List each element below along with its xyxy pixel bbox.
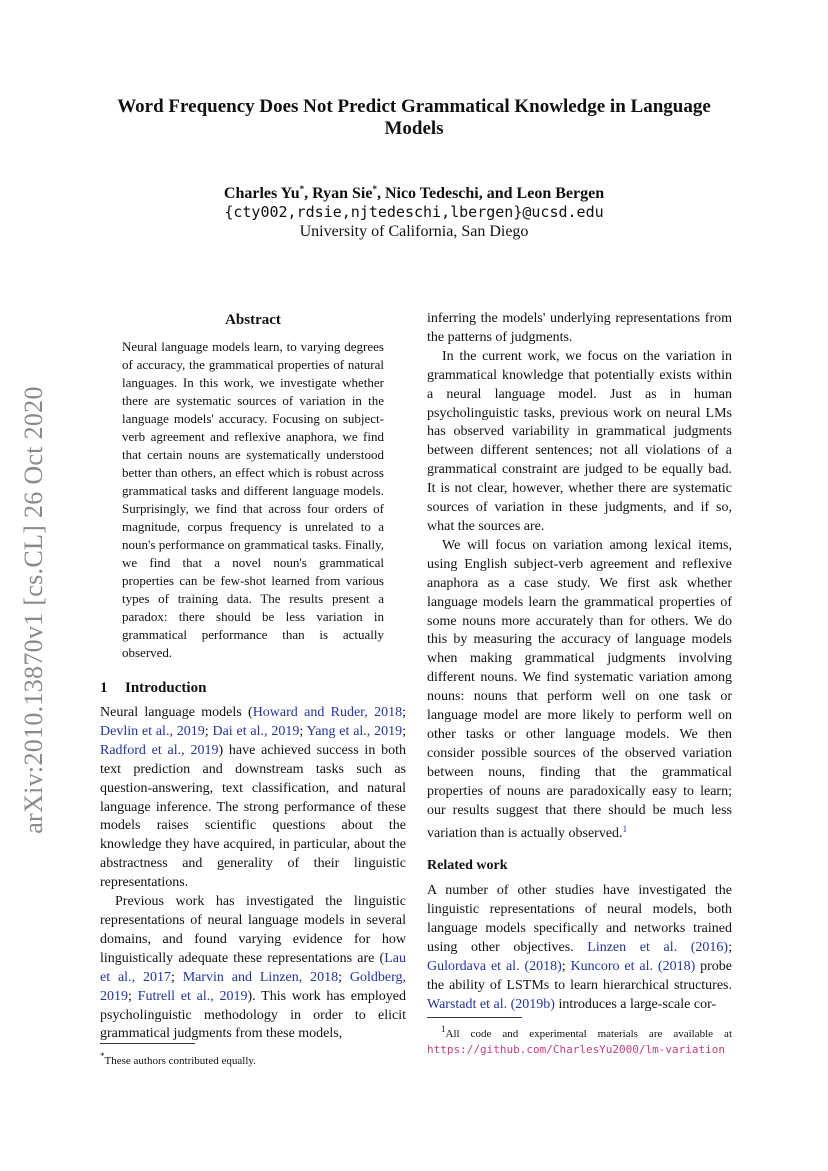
paper-title: Word Frequency Does Not Predict Grammatical Knowledge in Language Models bbox=[117, 96, 711, 139]
author-block bbox=[100, 180, 728, 241]
author-1: Charles Yu bbox=[223, 185, 300, 202]
citation-link[interactable]: Yang et al., 2019 bbox=[306, 723, 403, 739]
related-work-heading: Related work bbox=[427, 858, 508, 874]
author-affiliation: University of California, San Diego bbox=[299, 223, 529, 240]
author-2: Ryan Sie bbox=[312, 185, 373, 202]
author-rest: Nico Tedeschi, and Leon Bergen bbox=[384, 185, 605, 202]
citation-link[interactable]: Warstadt et al. (2019b) bbox=[427, 996, 555, 1012]
citation-link[interactable]: Gulordava et al. (2018) bbox=[427, 959, 562, 974]
citation-link[interactable]: Radford et al., 2019 bbox=[100, 742, 219, 758]
related-work-paragraph: A number of other studies have investigated the linguistic representations of neural models, both language models specifically and networks trained using other objectives. Linzen et al. (2016); Gulordava et al. (2018); Kuncoro et al. (2018) probe the ability of LSTMs to learn hierarchical structures. Warstadt et al. (2019b) introduces a large-scale cor- bbox=[427, 883, 732, 1012]
intro-number: 1 bbox=[100, 680, 108, 696]
right-paragraph-0: inferring the models' underlying representations from the patterns of judgments. bbox=[427, 311, 732, 345]
intro-paragraph-2: Previous work has investigated the linguistic representations of neural language models in several domains, and found varying evidence for how linguistically adequate these representations are (Lau et al., 2017; Marvin and Linzen, 2018; Goldberg, 2019; Futrell et al., 2019). This work has employed psycholinguistic methodology in order to elicit grammatical judgments from these models, bbox=[100, 894, 407, 1042]
abstract-text: Neural language models learn, to varying degrees of accuracy, the grammatical properties of natural languages. In this work, we investigate whether there are systematic sources of variation in the language models' accuracy. Focusing on subject-verb agreement and reflexive anaphora, we find that certain nouns are systematically understood better than others, an effect which is robust across grammatical tasks and different language models. Surprisingly, we find that across four orders of magnitude, corpus frequency is unrelated to a noun's performance on grammatical tasks. Finally, we find that a novel noun's grammatical properties can be few-shot learned from various types of training data. The results present a paradox: there should be less variation in grammatical performance than is actually observed. bbox=[122, 339, 384, 660]
citation-link[interactable]: Kuncoro et al. (2018) bbox=[570, 959, 696, 974]
citation-link[interactable]: Dai et al., 2019 bbox=[212, 723, 300, 739]
footnote-divider-right bbox=[427, 1017, 522, 1018]
citation-link[interactable]: Marvin and Linzen, 2018 bbox=[182, 969, 339, 985]
left-column bbox=[100, 310, 406, 1044]
arxiv-stamp: arXiv:2010.13870v1 [cs.CL] 26 Oct 2020 bbox=[19, 386, 48, 834]
intro-paragraph-1: Neural language models (Howard and Ruder, 2018; Devlin et al., 2019; Dai et al., 2019; Yang et al., 2019; Radford et al., 2019) have achieved success in both text prediction and downstream tasks such as question-answering, text classification, and natural language inference. The strong performance of these models raises scientific questions about the knowledge they have acquired, in particular, about the abstractness and generality of their linguistic representations. bbox=[100, 705, 407, 891]
abstract-heading: Abstract bbox=[225, 312, 281, 328]
citation-link[interactable]: Futrell et al., 2019 bbox=[137, 988, 248, 1004]
author-names: Charles Yu*, Ryan Sie*, Nico Tedeschi, and Leon Bergen bbox=[223, 184, 605, 202]
author-email: {cty002,rdsie,njtedeschi,lbergen}@ucsd.edu bbox=[224, 203, 604, 221]
right-paragraph-2: We will focus on variation among lexical items, using English subject-verb agreement and reflexive anaphora as a case study. We first ask whether language models learn the grammatical properties of some nouns more accurately than for others. We do this by measuring the accuracy of language models when making grammatical judgments involving different nouns. We find systematic variation among nouns: nouns that perform well on one task or language model are more likely to perform well on other tasks or other language models. We then consider possible sources of the observed variation between nouns, finding that the grammatical properties of nouns are paradoxically easy to learn; our results suggest that there should be much less variation than is actually observed.$^1$ bbox=[427, 537, 732, 842]
intro-heading bbox=[100, 678, 406, 698]
citation-link[interactable]: Linzen et al. (2016) bbox=[587, 940, 729, 956]
citation-link[interactable]: Goldberg, 2019 bbox=[100, 969, 407, 1004]
equal-contribution-marker: * bbox=[372, 184, 377, 194]
citation-link[interactable]: Howard and Ruder, 2018 bbox=[252, 705, 403, 720]
citation-link[interactable]: Lau et al., 2017 bbox=[100, 950, 406, 985]
right-column bbox=[427, 310, 732, 1015]
footnote-divider-left bbox=[100, 1043, 195, 1044]
citation-link[interactable]: Devlin et al., 2019 bbox=[100, 723, 205, 739]
footnote-ref-1[interactable]: 1 bbox=[622, 824, 628, 835]
right-paragraph-1: In the current work, we focus on the variation in grammatical knowledge that potentially exists within a neural language model. Just as in human psycholinguistic tasks, previous work on neural LMs has observed variability in grammatical judgments between different sentences; not all violations of a grammatical constraint are judged to be equally bad. It is not clear, however, whether there are systematic sources of variation in these judgments, and if so, what the sources are. bbox=[427, 348, 732, 534]
intro-title: Introduction bbox=[125, 680, 207, 696]
repository-link[interactable]: https://github.com/CharlesYu2000/lm-variation bbox=[427, 1043, 726, 1056]
equal-contribution-marker: * bbox=[299, 184, 305, 194]
footnote-equal-contribution: *These authors contributed equally. bbox=[100, 1051, 256, 1067]
footnote-1: $^1$All code and experimental materials are available at https://github.com/CharlesYu2000/lm-variation bbox=[427, 1024, 732, 1056]
